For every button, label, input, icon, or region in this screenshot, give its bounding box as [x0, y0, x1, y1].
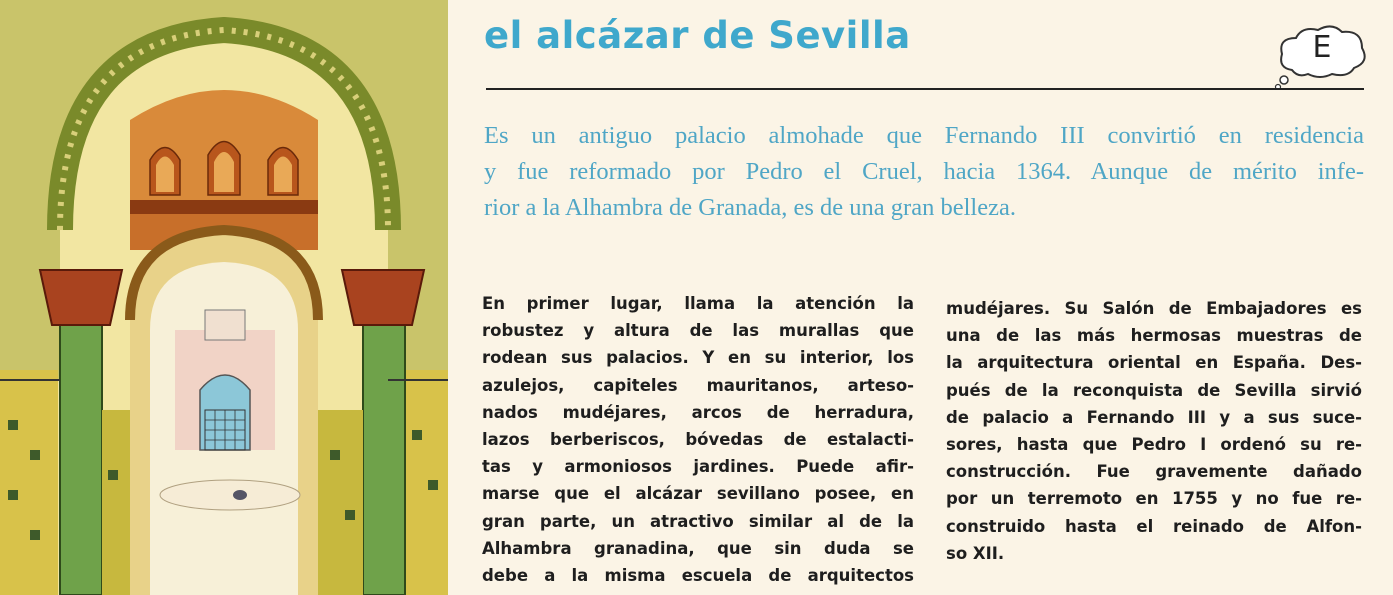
intro-line: Es un antiguo palacio almohade que Fernando III convirtió en residencia [484, 122, 1364, 149]
intro-line: rior a la Alhambra de Granada, es de una gran belleza. [484, 194, 1016, 221]
body-line: En primer lugar, llama la atención la [482, 294, 914, 313]
body-column-1 [482, 290, 914, 589]
body-column-2 [946, 295, 1362, 567]
page-title: el alcázar de Sevilla [484, 14, 911, 57]
body-line: una de las más hermosas muestras de [946, 326, 1362, 346]
title-divider [486, 88, 1364, 90]
body-line: de palacio a Fernando III y a sus suce- [946, 407, 1362, 427]
body-line: nados mudéjares, arcos de herradura, [482, 402, 914, 422]
body-line: rodean sus palacios. Y en su interior, los [482, 348, 914, 368]
alcazar-illustration [0, 0, 448, 595]
body-line: por un terremoto en 1755 y no fue re- [946, 489, 1362, 509]
body-line: construido hasta el reinado de Alfon- [946, 516, 1362, 536]
body-line: lazos berberiscos, bóvedas de estalacti- [482, 430, 914, 450]
intro-line: y fue reformado por Pedro el Cruel, hacia 1364. Aunque de mérito infe- [484, 158, 1364, 185]
body-line: pués de la reconquista de Sevilla sirvió [946, 380, 1362, 400]
intro-paragraph [484, 118, 1364, 226]
body-line: sores, hasta que Pedro I ordenó su re- [946, 435, 1362, 455]
body-line: robustez y altura de las murallas que [482, 321, 914, 341]
body-line: debe a la misma escuela de arquitectos [482, 566, 914, 586]
body-line: gran parte, un atractivo similar al de la [482, 511, 914, 531]
body-line: mudéjares. Su Salón de Embajadores es [946, 299, 1362, 318]
body-line: Alhambra granadina, que sin duda se [482, 538, 914, 558]
body-line: la arquitectura oriental en España. Des- [946, 353, 1362, 373]
body-line: azulejos, capiteles mauritanos, arteso- [482, 375, 914, 395]
badge-letter: E [1312, 30, 1332, 65]
moorish-arch-illustration [0, 0, 448, 595]
body-line: so XII. [946, 543, 1005, 563]
country-badge [1274, 22, 1370, 90]
body-line: tas y armoniosos jardines. Puede afir- [482, 457, 914, 477]
body-line: construcción. Fue gravemente dañado [946, 462, 1362, 482]
body-line: marse que el alcázar sevillano posee, en [482, 484, 914, 504]
